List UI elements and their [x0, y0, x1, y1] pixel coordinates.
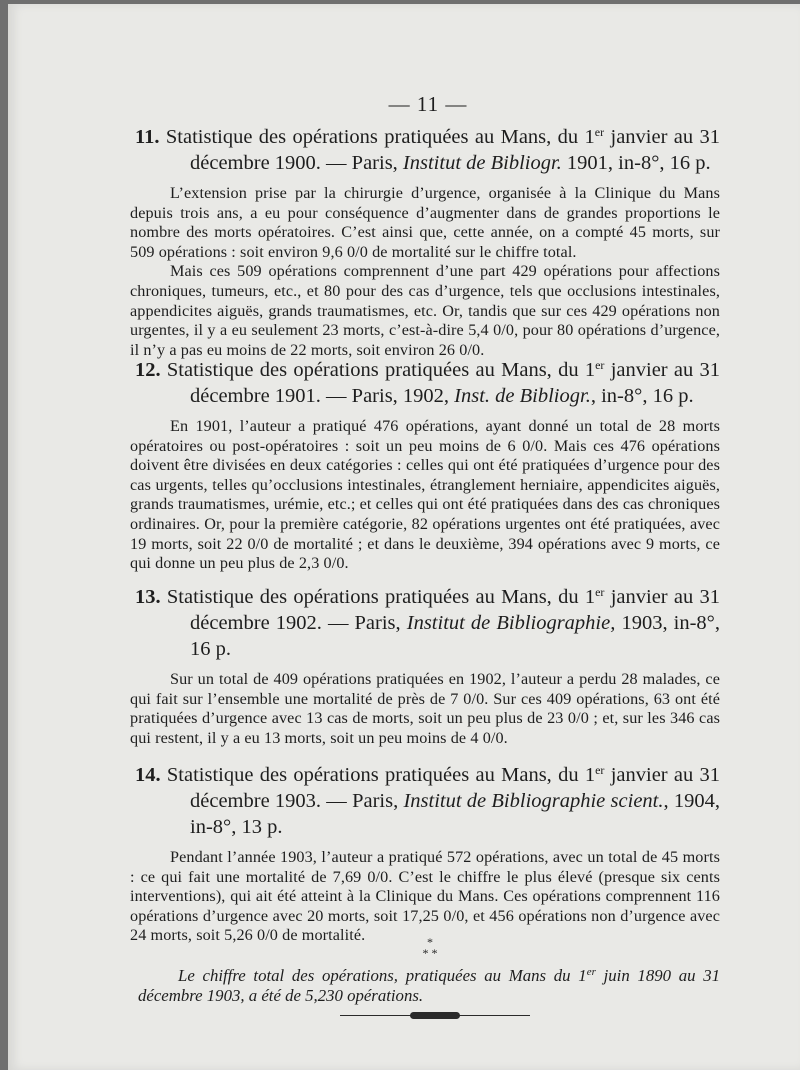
page-number: — 11 — [388, 92, 468, 116]
summary-paragraph: Sur un total de 409 opérations pratiquées en 1902, l’auteur a perdu 28 malades, ce qui fait sur l’ensemble une mortalité de près de 7 0/0. Sur ces 409 opérations, 63 ont été pratiquées d’urgence avec 13 cas de morts, soit un peu plus de 23 0/0 ; et, sur les 346 cas qui restent, il y a eu 13 morts, soit un peu moins de 4 0/0. [130, 670, 720, 747]
summary-paragraph: Mais ces 509 opérations comprennent d’une part 429 opérations pour affections chroniques, tumeurs, etc., et 80 pour des cas d’urgence, tels que occlusions intestinales, appendicites aiguës, grands traumatismes, etc. Or, tandis que sur ces 429 opérations non urgentes, il y a eu seulement 23 morts, c’est-à-dire 5,4 0/0, pour 80 opérations d’urgence, il n’y a pas eu moins de 22 morts, soit environ 26 0/0. [130, 262, 720, 359]
entry-number: 12. [135, 359, 161, 381]
entry-number: 11. [135, 126, 160, 148]
bibliography-entry-13 [130, 584, 720, 748]
bibliography-entry-11 [130, 124, 720, 360]
section-separator-asterism: * * * [422, 935, 438, 960]
summary-paragraph: L’extension prise par la chirurgie d’urgence, organisée à la Clinique du Mans depuis trois ans, a eu pour conséquence d’augmenter dans de grandes proportions le nombre des morts opératoires. C’est ainsi que, cette année, on a compté 45 morts, sur 509 opérations : soit environ 9,6 0/0 de mortalité sur le chiffre total. [130, 184, 720, 261]
entry-summary [130, 184, 720, 360]
entry-title: 13. Statistique des opérations pratiquées au Mans, du 1er janvier au 31 décembre 1902. — Paris, Institut de Bibliographie, 1903, in-8°, 16 p. [135, 585, 721, 660]
entry-title: 12. Statistique des opérations pratiquées au Mans, du 1er janvier au 31 décembre 1901. — Paris, 1902, Inst. de Bibliogr., in-8°, 16 p. [135, 358, 721, 407]
entry-number: 14. [135, 764, 161, 786]
entry-summary [130, 417, 720, 574]
document-page [8, 4, 800, 1070]
entry-number: 13. [135, 586, 161, 608]
entry-title: 11. Statistique des opérations pratiquées au Mans, du 1er janvier au 31 décembre 1900. — Paris, Institut de Bibliogr. 1901, in-8°, 16 p. [135, 125, 721, 174]
summary-paragraph: Pendant l’année 1903, l’auteur a pratiqué 572 opérations, avec un total de 45 morts : ce qui fait une mortalité de 7,69 0/0. C’est le chiffre le plus élevé (presque six cents interventions), qui ait été atteint à la Clinique du Mans. Ces opérations comprennent 116 opérations d’urgence avec 20 morts, soit 17,25 0/0, et 456 opérations non d’urgence avec 24 morts, soit 5,26 0/0 de mortalité. [130, 848, 720, 945]
closing-statement: Le chiffre total des opérations, pratiquées au Mans du 1er juin 1890 au 31 décembre 1903, a été de 5,230 opérations. [138, 966, 721, 1005]
end-ornament-rule [340, 1012, 530, 1020]
ornament-center [410, 1012, 460, 1019]
bibliography-entry-14 [130, 762, 720, 946]
entry-summary [130, 848, 720, 946]
summary-paragraph: En 1901, l’auteur a pratiqué 476 opérations, ayant donné un total de 28 morts opératoires ou post-opératoires : soit un peu moins de 6 0/0. Mais ces 476 opérations doivent être divisées en deux catégories : celles qui ont été pratiquées d’urgence pour des cas urgents, telles qu’occlusions intestinales, étranglement herniaire, appendicites aiguës, grands traumatismes, urémie, etc.; et celles qui ont été pratiquées dans des cas chroniques ordinaires. Or, pour la première catégorie, 82 opérations urgentes ont été pratiquées, avec 19 morts, soit 22 0/0 de mortalité ; et dans le deuxième, 394 opérations avec 9 morts, ce qui donne un peu plus de 2,3 0/0. [130, 417, 720, 573]
entry-summary [130, 670, 720, 748]
bibliography-entry-12 [130, 357, 720, 574]
entry-title: 14. Statistique des opérations pratiquées au Mans, du 1er janvier au 31 décembre 1903. — Paris, Institut de Bibliographie scient., 1904, in-8°, 13 p. [135, 763, 721, 838]
